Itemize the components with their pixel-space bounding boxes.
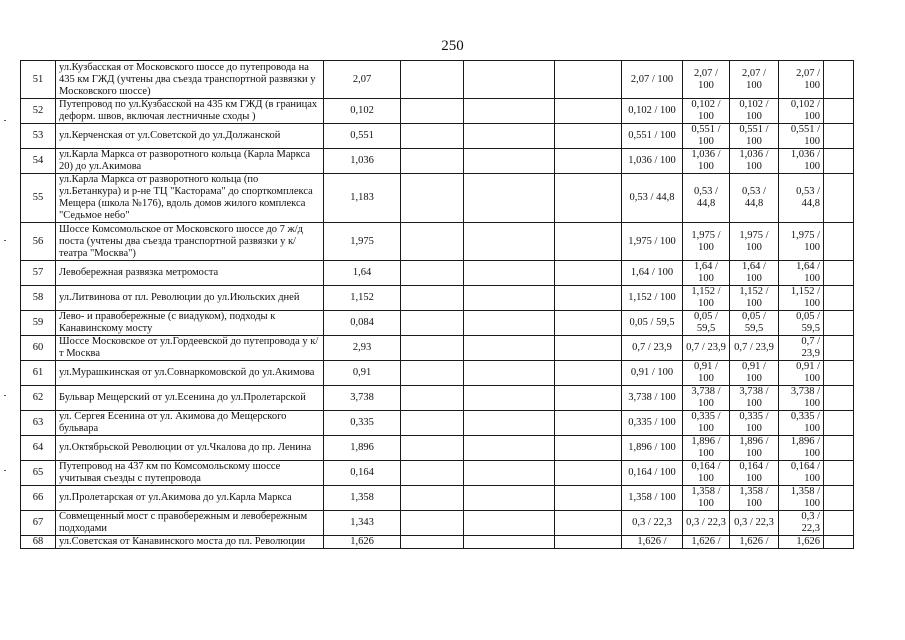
empty-cell — [401, 536, 464, 549]
value-cell-1: 1,358 / 100 — [622, 486, 683, 511]
empty-cell — [401, 411, 464, 436]
value-cell-4: 1,626 — [779, 536, 824, 549]
value-cell-2: 1,896 / 100 — [683, 436, 730, 461]
value-cell-1: 1,036 / 100 — [622, 149, 683, 174]
value-cell-1: 1,64 / 100 — [622, 261, 683, 286]
empty-cell — [401, 511, 464, 536]
empty-cell — [401, 336, 464, 361]
empty-cell — [401, 436, 464, 461]
empty-cell — [464, 386, 555, 411]
value-cell-3: 2,07 / 100 — [730, 61, 779, 99]
value-cell-3: 1,896 / 100 — [730, 436, 779, 461]
table-row — [21, 311, 854, 336]
empty-cell — [464, 436, 555, 461]
empty-cell — [401, 361, 464, 386]
table-row — [21, 61, 854, 99]
value-cell-3: 1,64 / 100 — [730, 261, 779, 286]
empty-cell — [555, 511, 622, 536]
value-cell-1: 0,102 / 100 — [622, 99, 683, 124]
empty-cell — [824, 149, 854, 174]
row-number-cell: 65 — [21, 461, 56, 486]
row-number-cell: 61 — [21, 361, 56, 386]
empty-cell — [824, 461, 854, 486]
value-cell-4: 2,07 / 100 — [779, 61, 824, 99]
value-cell-2: 0,335 / 100 — [683, 411, 730, 436]
empty-cell — [555, 386, 622, 411]
value-cell-4: 0,551 / 100 — [779, 124, 824, 149]
value-cell-2: 1,626 / — [683, 536, 730, 549]
row-number-cell: 60 — [21, 336, 56, 361]
table-row — [21, 336, 854, 361]
value-cell-2: 0,05 / 59,5 — [683, 311, 730, 336]
empty-cell — [464, 486, 555, 511]
row-number-cell: 64 — [21, 436, 56, 461]
road-name-cell: Бульвар Мещерский от ул.Есенина до ул.Пролетарской — [56, 386, 324, 411]
row-number-cell: 68 — [21, 536, 56, 549]
value-cell-4: 0,53 / 44,8 — [779, 174, 824, 223]
road-name-cell: ул.Пролетарская от ул.Акимова до ул.Карла Маркса — [56, 486, 324, 511]
empty-cell — [824, 536, 854, 549]
value-cell-3: 3,738 / 100 — [730, 386, 779, 411]
empty-cell — [401, 174, 464, 223]
empty-cell — [555, 99, 622, 124]
value-cell-3: 0,05 / 59,5 — [730, 311, 779, 336]
empty-cell — [401, 311, 464, 336]
empty-cell — [464, 149, 555, 174]
value-cell-3: 0,335 / 100 — [730, 411, 779, 436]
road-name-cell: Путепровод на 437 км по Комсомольскому шоссе учитывая съезды с путепровода — [56, 461, 324, 486]
length-cell: 1,152 — [324, 286, 401, 311]
road-name-cell: ул.Карла Маркса от разворотного кольца (по ул.Бетанкура) и р-не ТЦ "Касторама" до спорткомплекса Мещера (школа №176), вдоль домов жилого комплекса "Седьмое небо" — [56, 174, 324, 223]
length-cell: 1,975 — [324, 223, 401, 261]
value-cell-3: 1,036 / 100 — [730, 149, 779, 174]
row-number-cell: 57 — [21, 261, 56, 286]
row-number-cell: 67 — [21, 511, 56, 536]
empty-cell — [824, 174, 854, 223]
road-name-cell: Совмещенный мост с правобережным и левобережным подходами — [56, 511, 324, 536]
empty-cell — [824, 124, 854, 149]
empty-cell — [555, 149, 622, 174]
empty-cell — [555, 174, 622, 223]
empty-cell — [824, 223, 854, 261]
road-name-cell: Шоссе Московское от ул.Гордеевской до путепровода у к/т Москва — [56, 336, 324, 361]
value-cell-2: 0,53 / 44,8 — [683, 174, 730, 223]
value-cell-1: 0,335 / 100 — [622, 411, 683, 436]
empty-cell — [464, 99, 555, 124]
length-cell: 2,07 — [324, 61, 401, 99]
value-cell-4: 0,164 / 100 — [779, 461, 824, 486]
page-number: 250 — [441, 38, 464, 54]
value-cell-3: 0,91 / 100 — [730, 361, 779, 386]
length-cell: 1,64 — [324, 261, 401, 286]
value-cell-3: 1,152 / 100 — [730, 286, 779, 311]
length-cell: 1,343 — [324, 511, 401, 536]
value-cell-2: 0,7 / 23,9 — [683, 336, 730, 361]
table-row — [21, 511, 854, 536]
table-body — [21, 61, 854, 549]
empty-cell — [824, 311, 854, 336]
empty-cell — [464, 61, 555, 99]
margin-ticks — [4, 0, 6, 640]
length-cell: 2,93 — [324, 336, 401, 361]
empty-cell — [824, 99, 854, 124]
value-cell-2: 1,975 / 100 — [683, 223, 730, 261]
empty-cell — [401, 99, 464, 124]
empty-cell — [401, 124, 464, 149]
road-name-cell: ул.Кузбасская от Московского шоссе до путепровода на 435 км ГЖД (учтены два съезда транспортной развязки у Московского шоссе) — [56, 61, 324, 99]
value-cell-1: 1,896 / 100 — [622, 436, 683, 461]
empty-cell — [401, 286, 464, 311]
row-number-cell: 66 — [21, 486, 56, 511]
document-table — [20, 60, 854, 549]
table-row — [21, 436, 854, 461]
empty-cell — [555, 311, 622, 336]
value-cell-2: 0,164 / 100 — [683, 461, 730, 486]
value-cell-1: 0,53 / 44,8 — [622, 174, 683, 223]
value-cell-2: 0,551 / 100 — [683, 124, 730, 149]
empty-cell — [401, 486, 464, 511]
value-cell-3: 0,102 / 100 — [730, 99, 779, 124]
road-name-cell: ул.Мурашкинская от ул.Совнаркомовской до ул.Акимова — [56, 361, 324, 386]
value-cell-1: 0,05 / 59,5 — [622, 311, 683, 336]
empty-cell — [464, 261, 555, 286]
value-cell-1: 1,152 / 100 — [622, 286, 683, 311]
value-cell-4: 0,102 / 100 — [779, 99, 824, 124]
length-cell: 0,91 — [324, 361, 401, 386]
length-cell: 1,183 — [324, 174, 401, 223]
value-cell-1: 1,626 / — [622, 536, 683, 549]
empty-cell — [401, 386, 464, 411]
value-cell-3: 1,626 / — [730, 536, 779, 549]
value-cell-3: 0,164 / 100 — [730, 461, 779, 486]
empty-cell — [401, 223, 464, 261]
empty-cell — [824, 361, 854, 386]
value-cell-3: 0,3 / 22,3 — [730, 511, 779, 536]
value-cell-1: 0,7 / 23,9 — [622, 336, 683, 361]
empty-cell — [824, 436, 854, 461]
empty-cell — [824, 486, 854, 511]
empty-cell — [464, 336, 555, 361]
table-row — [21, 536, 854, 549]
row-number-cell: 59 — [21, 311, 56, 336]
empty-cell — [824, 61, 854, 99]
value-cell-4: 1,358 / 100 — [779, 486, 824, 511]
road-name-cell: Левобережная развязка метромоста — [56, 261, 324, 286]
empty-cell — [401, 461, 464, 486]
value-cell-4: 1,64 / 100 — [779, 261, 824, 286]
value-cell-3: 1,975 / 100 — [730, 223, 779, 261]
empty-cell — [824, 336, 854, 361]
row-number-cell: 56 — [21, 223, 56, 261]
empty-cell — [464, 286, 555, 311]
value-cell-4: 0,91 / 100 — [779, 361, 824, 386]
row-number-cell: 54 — [21, 149, 56, 174]
empty-cell — [555, 361, 622, 386]
empty-cell — [824, 411, 854, 436]
empty-cell — [824, 511, 854, 536]
empty-cell — [401, 261, 464, 286]
table-row — [21, 461, 854, 486]
empty-cell — [555, 61, 622, 99]
road-name-cell: Путепровод по ул.Кузбасской на 435 км ГЖД (в границах деформ. швов, включая лестничные сходы ) — [56, 99, 324, 124]
table-row — [21, 174, 854, 223]
empty-cell — [824, 386, 854, 411]
value-cell-1: 0,551 / 100 — [622, 124, 683, 149]
table-row — [21, 486, 854, 511]
empty-cell — [464, 223, 555, 261]
value-cell-4: 1,152 / 100 — [779, 286, 824, 311]
value-cell-1: 3,738 / 100 — [622, 386, 683, 411]
row-number-cell: 51 — [21, 61, 56, 99]
value-cell-1: 0,164 / 100 — [622, 461, 683, 486]
value-cell-1: 1,975 / 100 — [622, 223, 683, 261]
value-cell-2: 1,64 / 100 — [683, 261, 730, 286]
value-cell-2: 1,036 / 100 — [683, 149, 730, 174]
length-cell: 0,164 — [324, 461, 401, 486]
empty-cell — [464, 124, 555, 149]
value-cell-1: 0,3 / 22,3 — [622, 511, 683, 536]
empty-cell — [401, 61, 464, 99]
road-name-cell: ул.Керченская от ул.Советской до ул.Должанской — [56, 124, 324, 149]
value-cell-4: 1,975 / 100 — [779, 223, 824, 261]
road-name-cell: Шоссе Комсомольское от Московского шоссе до 7 ж/д поста (учтены два съезда транспортной развязки у к/театра "Москва") — [56, 223, 324, 261]
empty-cell — [464, 174, 555, 223]
table-row — [21, 386, 854, 411]
value-cell-1: 2,07 / 100 — [622, 61, 683, 99]
row-number-cell: 58 — [21, 286, 56, 311]
value-cell-2: 0,102 / 100 — [683, 99, 730, 124]
table-row — [21, 261, 854, 286]
empty-cell — [464, 411, 555, 436]
row-number-cell: 53 — [21, 124, 56, 149]
length-cell: 1,896 — [324, 436, 401, 461]
value-cell-4: 0,3 / 22,3 — [779, 511, 824, 536]
table-row — [21, 411, 854, 436]
length-cell: 1,626 — [324, 536, 401, 549]
value-cell-2: 1,152 / 100 — [683, 286, 730, 311]
length-cell: 0,335 — [324, 411, 401, 436]
value-cell-3: 1,358 / 100 — [730, 486, 779, 511]
empty-cell — [464, 536, 555, 549]
value-cell-2: 2,07 / 100 — [683, 61, 730, 99]
length-cell: 0,551 — [324, 124, 401, 149]
empty-cell — [464, 511, 555, 536]
value-cell-4: 0,05 / 59,5 — [779, 311, 824, 336]
table-row — [21, 149, 854, 174]
value-cell-4: 0,335 / 100 — [779, 411, 824, 436]
empty-cell — [555, 223, 622, 261]
value-cell-4: 1,036 / 100 — [779, 149, 824, 174]
value-cell-4: 0,7 / 23,9 — [779, 336, 824, 361]
empty-cell — [555, 436, 622, 461]
row-number-cell: 63 — [21, 411, 56, 436]
value-cell-2: 3,738 / 100 — [683, 386, 730, 411]
empty-cell — [555, 461, 622, 486]
table-row — [21, 124, 854, 149]
empty-cell — [555, 124, 622, 149]
value-cell-4: 1,896 / 100 — [779, 436, 824, 461]
table-row — [21, 223, 854, 261]
road-name-cell: Лево- и правобережные (с виадуком), подходы к Канавинскому мосту — [56, 311, 324, 336]
table-row — [21, 286, 854, 311]
row-number-cell: 52 — [21, 99, 56, 124]
road-name-cell: ул.Карла Маркса от разворотного кольца (Карла Маркса 20) до ул.Акимова — [56, 149, 324, 174]
value-cell-3: 0,551 / 100 — [730, 124, 779, 149]
length-cell: 1,036 — [324, 149, 401, 174]
empty-cell — [555, 486, 622, 511]
empty-cell — [464, 461, 555, 486]
row-number-cell: 62 — [21, 386, 56, 411]
empty-cell — [555, 261, 622, 286]
empty-cell — [464, 361, 555, 386]
road-name-cell: ул.Октябрьской Революции от ул.Чкалова до пр. Ленина — [56, 436, 324, 461]
road-name-cell: ул.Литвинова от пл. Революции до ул.Июльских дней — [56, 286, 324, 311]
length-cell: 0,102 — [324, 99, 401, 124]
empty-cell — [555, 336, 622, 361]
value-cell-2: 1,358 / 100 — [683, 486, 730, 511]
empty-cell — [555, 286, 622, 311]
table-row — [21, 99, 854, 124]
value-cell-1: 0,91 / 100 — [622, 361, 683, 386]
empty-cell — [824, 261, 854, 286]
road-name-cell: ул. Сергея Есенина от ул. Акимова до Мещерского бульвара — [56, 411, 324, 436]
value-cell-3: 0,53 / 44,8 — [730, 174, 779, 223]
length-cell: 0,084 — [324, 311, 401, 336]
length-cell: 3,738 — [324, 386, 401, 411]
table-row — [21, 361, 854, 386]
value-cell-3: 0,7 / 23,9 — [730, 336, 779, 361]
value-cell-2: 0,3 / 22,3 — [683, 511, 730, 536]
road-name-cell: ул.Советская от Канавинского моста до пл. Революции — [56, 536, 324, 549]
value-cell-2: 0,91 / 100 — [683, 361, 730, 386]
empty-cell — [555, 411, 622, 436]
empty-cell — [401, 149, 464, 174]
value-cell-4: 3,738 / 100 — [779, 386, 824, 411]
empty-cell — [824, 286, 854, 311]
empty-cell — [555, 536, 622, 549]
length-cell: 1,358 — [324, 486, 401, 511]
row-number-cell: 55 — [21, 174, 56, 223]
empty-cell — [464, 311, 555, 336]
